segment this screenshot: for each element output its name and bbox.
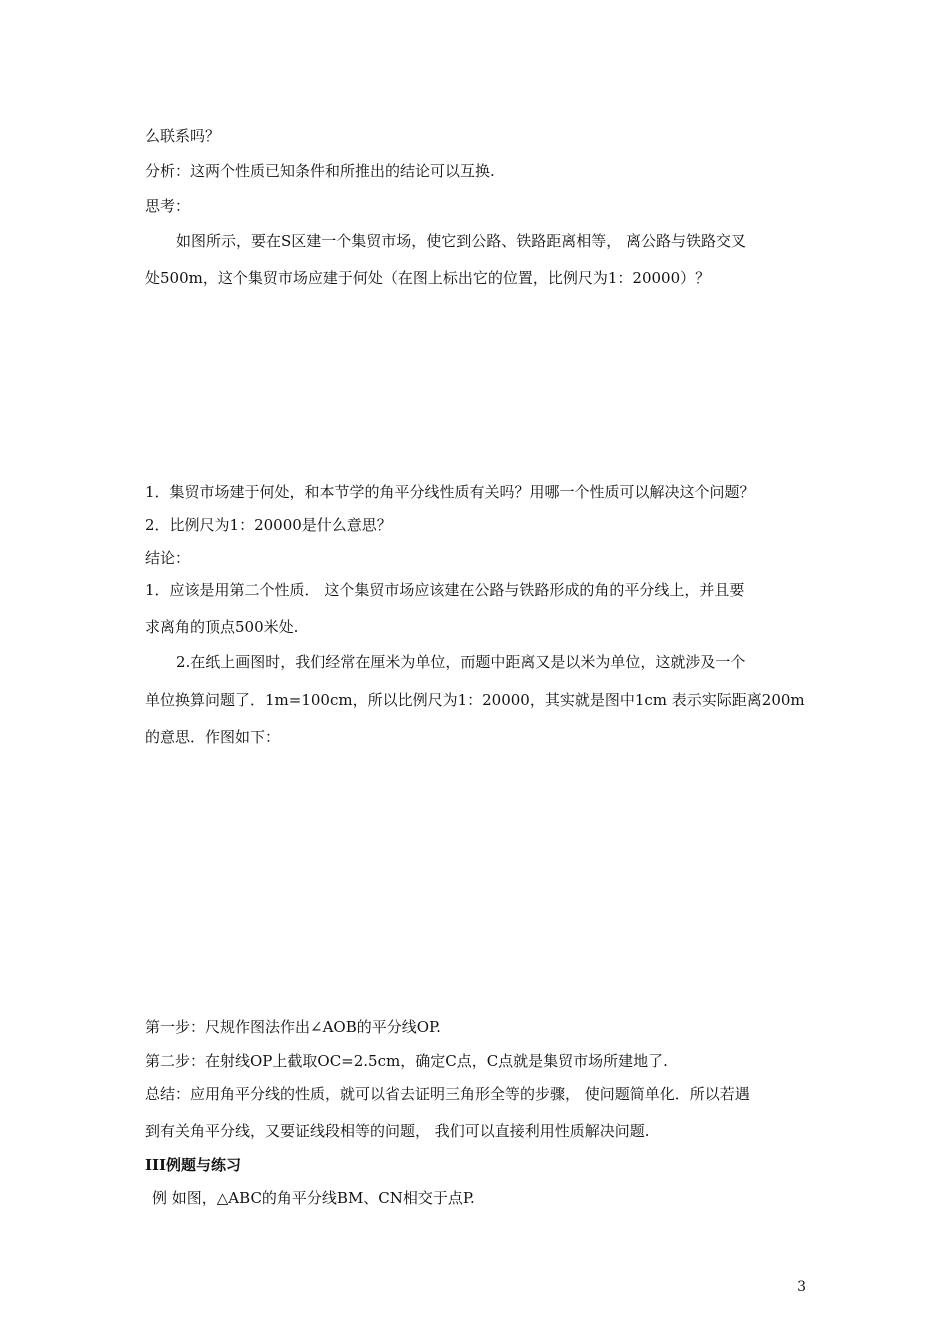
- text-line-7: 2．比例尺为1：20000是什么意思？: [145, 516, 392, 534]
- text-line-4: 如图所示，要在S区建一个集贸市场，使它到公路、铁路距离相等， 离公路与铁路交叉: [176, 232, 747, 250]
- text-line-6: 1．集贸市场建于何处，和本节学的角平分线性质有关吗？用哪一个性质可以解决这个问题？: [145, 483, 755, 501]
- text-line-5: 处500m，这个集贸市场应建于何处（在图上标出它的位置，比例尺为1：20000）？: [145, 269, 711, 287]
- text-line-14: 第一步：尺规作图法作出∠AOB的平分线OP.: [145, 1018, 441, 1036]
- section-heading: III例题与练习: [145, 1156, 242, 1174]
- text-line-11: 2.在纸上画图时，我们经常在厘米为单位，而题中距离又是以米为单位，这就涉及一个: [176, 653, 746, 671]
- page-number: 3: [797, 1279, 806, 1295]
- text-line-16: 总结：应用角平分线的性质，就可以省去证明三角形全等的步骤， 使问题简单化．所以若遇: [145, 1085, 750, 1103]
- text-line-17: 到有关角平分线，又要证线段相等的问题， 我们可以直接利用性质解决问题.: [145, 1122, 650, 1140]
- example-line: 例 如图，△ABC的角平分线BM、CN相交于点P.: [152, 1189, 475, 1207]
- text-line-12: 单位换算问题了．1m=100cm，所以比例尺为1：20000，其实就是图中1cm 表示实际距离200m: [145, 691, 805, 709]
- text-line-15: 第二步：在射线OP上截取OC=2.5cm，确定C点，C点就是集贸市场所建地了.: [145, 1052, 668, 1070]
- text-line-8: 结论：: [145, 549, 191, 567]
- text-line-10: 求离角的顶点500米处.: [145, 618, 299, 636]
- text-line-1: 么联系吗？: [145, 127, 221, 145]
- text-line-9: 1．应该是用第二个性质． 这个集贸市场应该建在公路与铁路形成的角的平分线上，并且要: [145, 581, 745, 599]
- text-line-13: 的意思．作图如下：: [145, 728, 281, 746]
- text-line-2: 分析：这两个性质已知条件和所推出的结论可以互换.: [145, 162, 495, 180]
- text-line-3: 思考：: [145, 197, 191, 215]
